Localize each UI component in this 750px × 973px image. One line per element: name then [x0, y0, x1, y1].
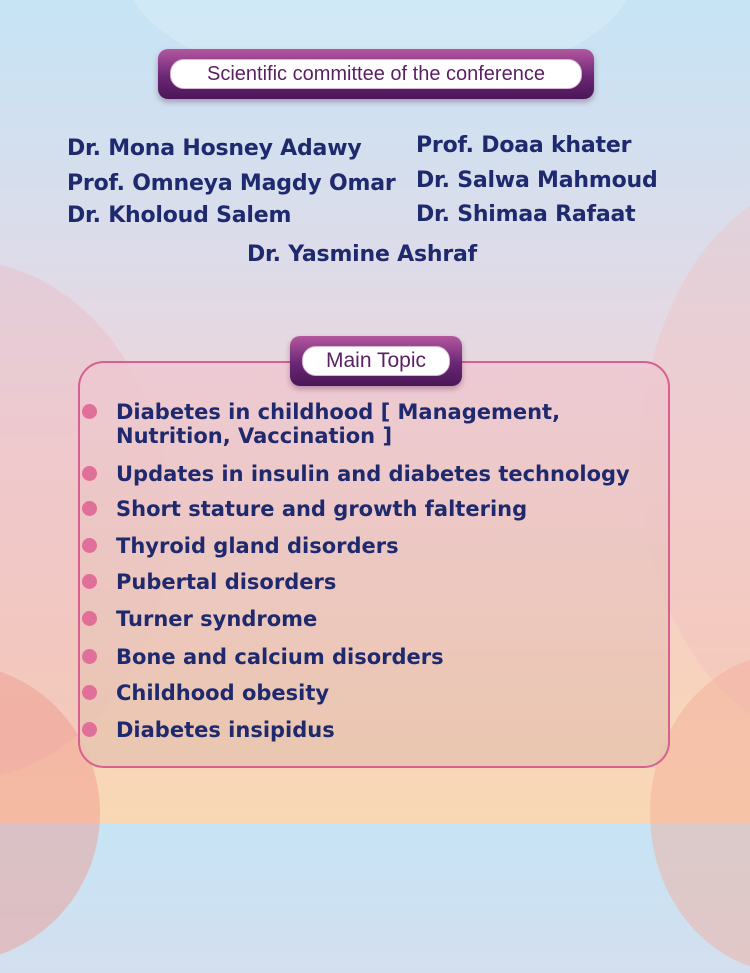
topic-text: Short stature and growth faltering: [116, 497, 528, 521]
topic-text: Thyroid gland disorders: [116, 534, 399, 558]
topic-text: Turner syndrome: [116, 607, 318, 631]
topic-item: [116, 645, 444, 670]
committee-member: Prof. Doaa khater: [416, 133, 632, 158]
committee-member: Prof. Omneya Magdy Omar: [67, 171, 396, 196]
bullet-icon: [82, 649, 97, 664]
topic-item: [116, 400, 560, 425]
committee-member: Dr. Kholoud Salem: [67, 203, 292, 228]
topic-text: Childhood obesity: [116, 681, 330, 705]
topic-item-continuation: [116, 424, 392, 449]
topic-text: Bone and calcium disorders: [116, 645, 444, 669]
topic-item: [116, 497, 527, 522]
committee-member: Dr. Mona Hosney Adawy: [67, 136, 362, 161]
bullet-icon: [82, 538, 97, 553]
topic-item: [116, 462, 630, 487]
topic-item: [116, 534, 399, 559]
committee-title-banner: [158, 49, 594, 99]
topic-text: Diabetes insipidus: [116, 718, 335, 742]
topics-title-banner: [290, 336, 462, 386]
bullet-icon: [82, 574, 97, 589]
bullet-icon: [82, 466, 97, 481]
topic-item: [116, 607, 317, 632]
committee-member: Dr. Shimaa Rafaat: [416, 202, 636, 227]
bullet-icon: [82, 501, 97, 516]
committee-member: Dr. Salwa Mahmoud: [416, 168, 658, 193]
bullet-icon: [82, 722, 97, 737]
topic-text: Updates in insulin and diabetes technology: [116, 462, 630, 486]
topic-text: Diabetes in childhood [ Management,: [116, 400, 561, 424]
bullet-icon: [82, 404, 97, 419]
topic-item: [116, 718, 335, 743]
topic-text: Nutrition, Vaccination ]: [116, 424, 393, 448]
topic-item: [116, 570, 336, 595]
topics-title: Main Topic: [302, 346, 450, 376]
committee-title: Scientific committee of the conference: [170, 59, 582, 89]
topic-item: [116, 681, 329, 706]
committee-member: Dr. Yasmine Ashraf: [247, 242, 477, 267]
bullet-icon: [82, 685, 97, 700]
bullet-icon: [82, 611, 97, 626]
topic-text: Pubertal disorders: [116, 570, 337, 594]
